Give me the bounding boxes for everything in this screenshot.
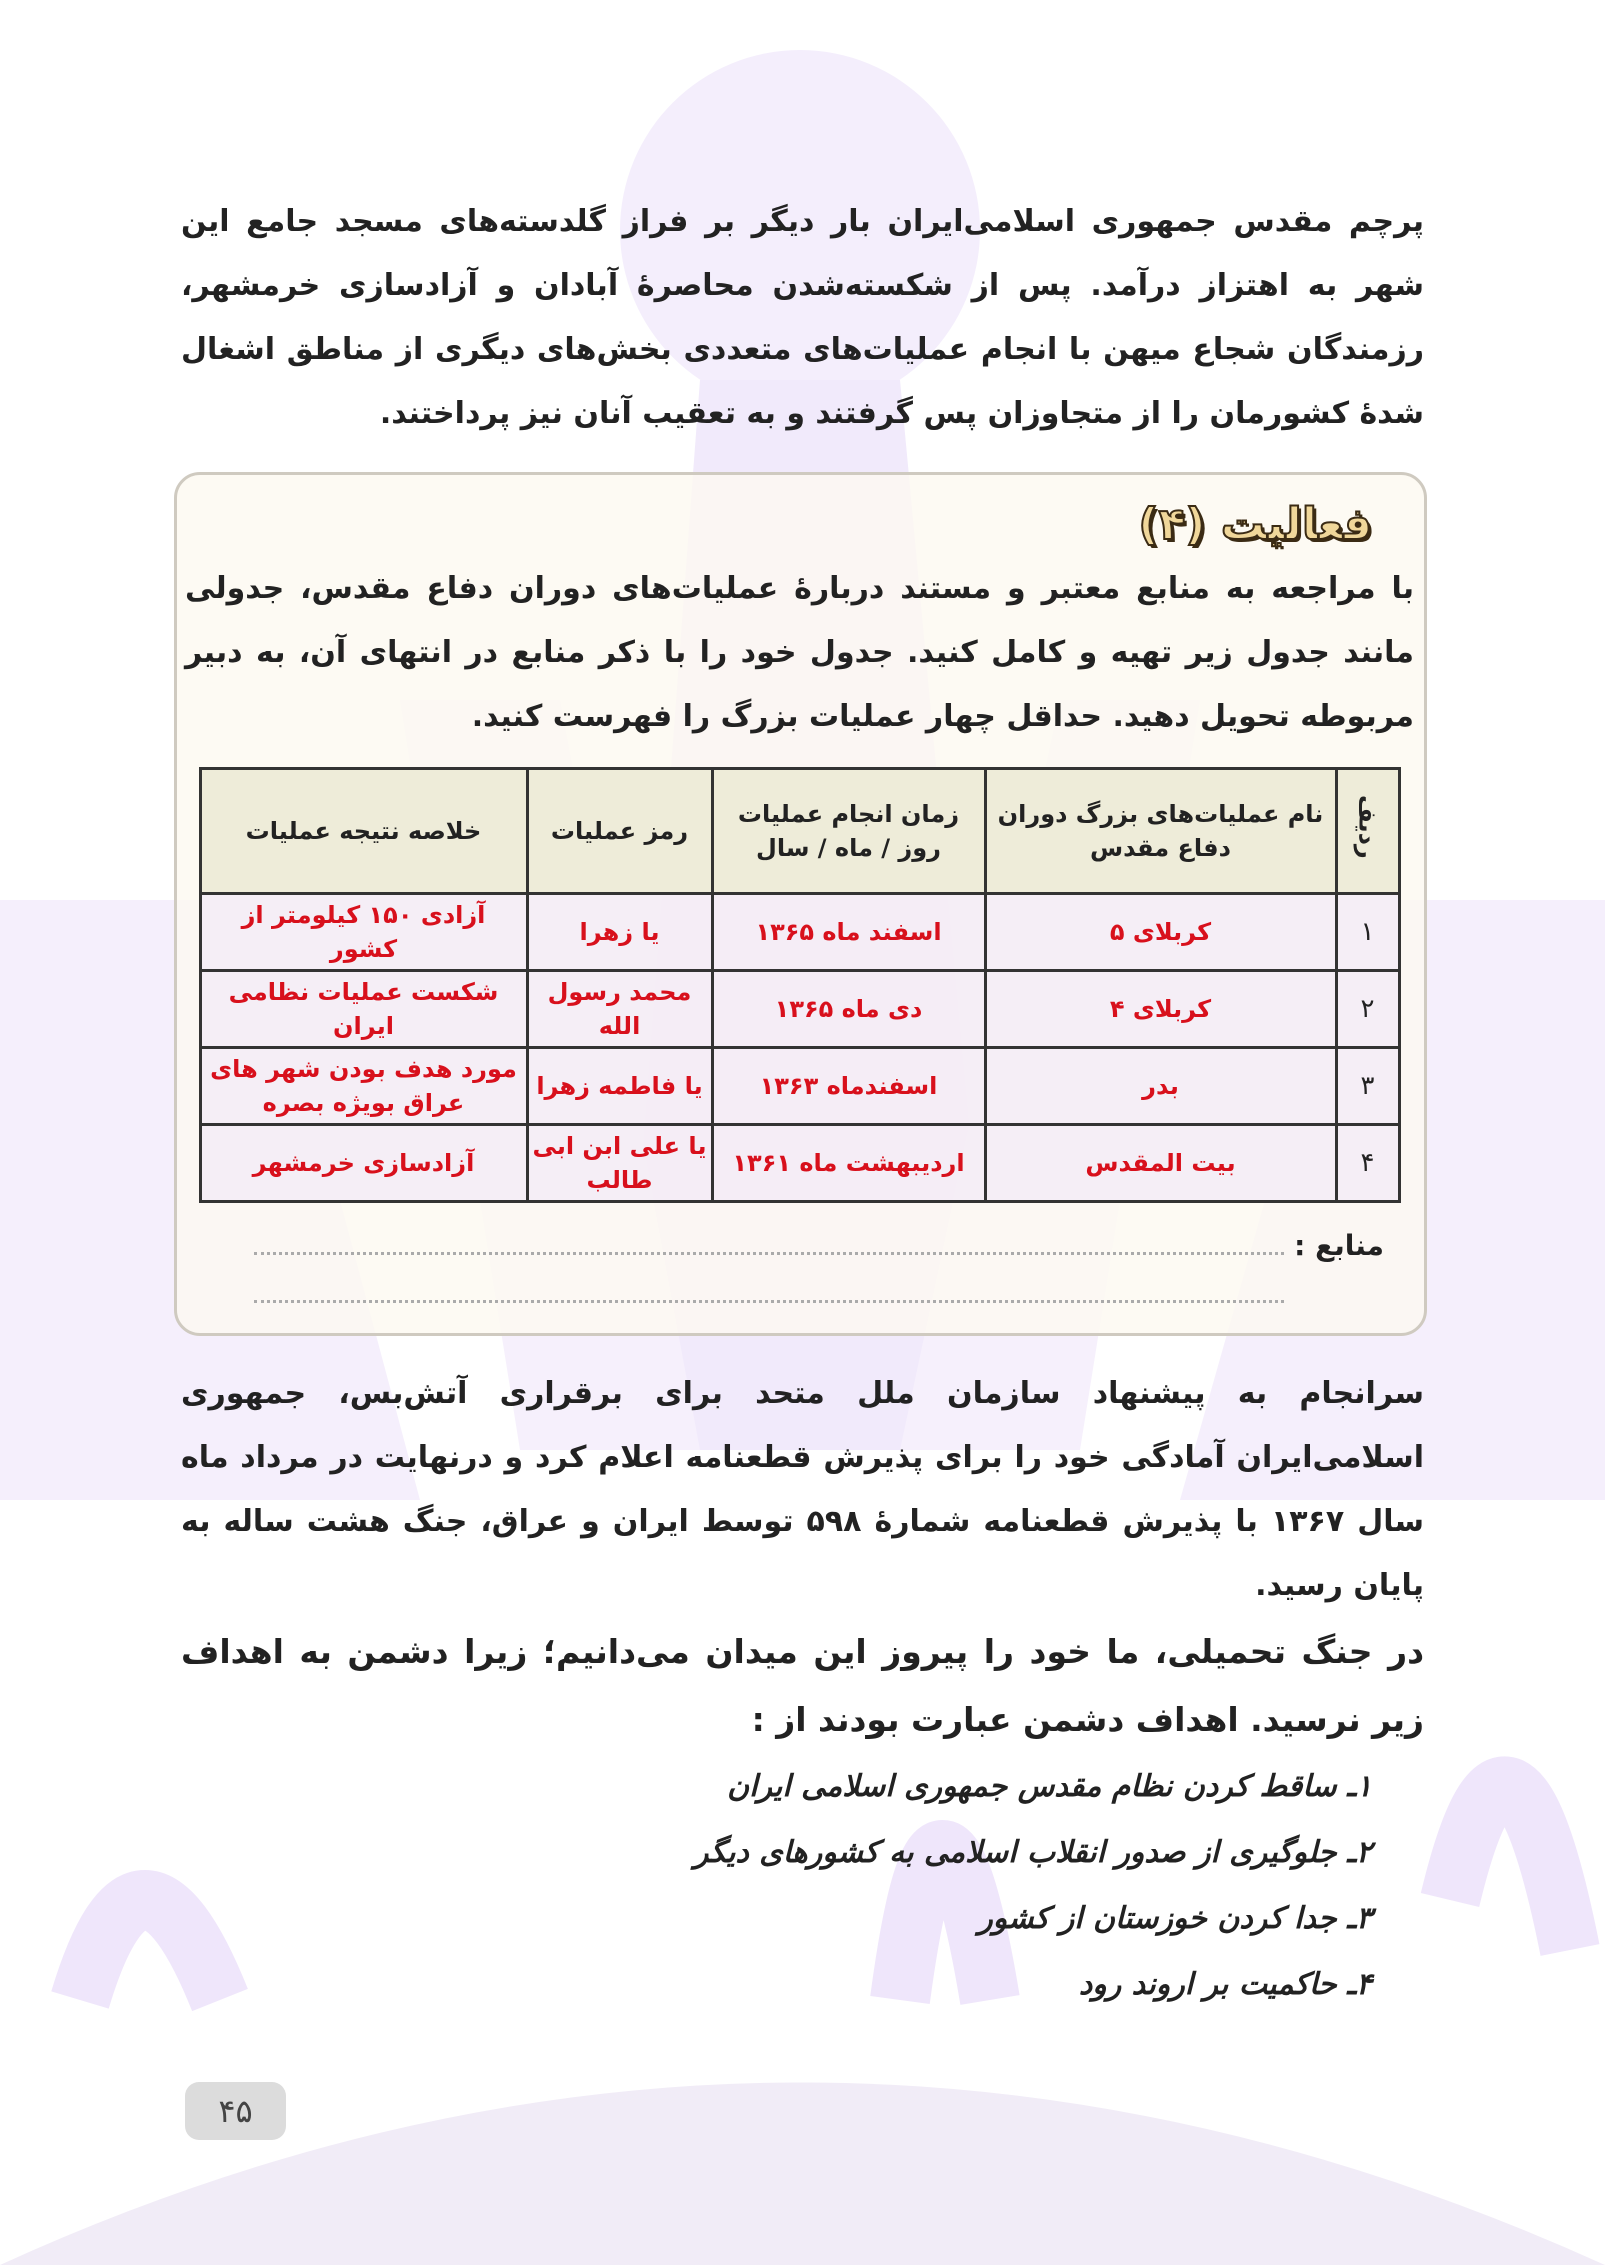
sources-dotted-line-2 bbox=[254, 1300, 1284, 1303]
intro-paragraph: پرچم مقدس جمهوری اسلامی‌ایران بار دیگر بر فراز گلدسته‌های مسجد جامع این شهر به اهتزاز درآمد. پس از شکسته‌شدن محاصرۀ آبادان و آزادسازی خرمشهر، رزمندگان شجاع میهن با انجام عملیات‌های متعددی بخش‌های دیگری از مناطق اشغال شدۀ کشورمان را از متجاوزان پس گرفتند و به تعقیب آنان نیز پرداختند. bbox=[181, 204, 1424, 431]
row-number: ۴ bbox=[1336, 1125, 1399, 1202]
operation-result: شکست عملیات نظامی ایران bbox=[200, 971, 527, 1048]
operation-name: بیت المقدس bbox=[985, 1125, 1336, 1202]
list-item: ۱ـ ساقط کردن نظام مقدس جمهوری اسلامی ایران bbox=[727, 1769, 1372, 1804]
operation-code: یا زهرا bbox=[527, 894, 712, 971]
table-header-row bbox=[200, 769, 1399, 894]
operation-date: اردیبهشت ماه ۱۳۶۱ bbox=[712, 1125, 985, 1202]
sources-field bbox=[185, 1229, 1384, 1262]
sources-dotted-line bbox=[254, 1232, 1284, 1255]
operation-result: آزادسازی خرمشهر bbox=[200, 1125, 527, 1202]
operation-code: یا فاطمه زهرا bbox=[527, 1048, 712, 1125]
operations-table bbox=[199, 767, 1401, 1203]
table-row bbox=[200, 894, 1399, 971]
enemy-goals-intro: در جنگ تحمیلی، ما خود را پیروز این میدان می‌دانیم؛ زیرا دشمن به اهداف زیر نرسید. اهداف دشمن عبارت بودند از : bbox=[181, 1632, 1424, 1739]
operation-code: یا علی ابن ابی طالب bbox=[527, 1125, 712, 1202]
operation-name: کربلای ۵ bbox=[985, 894, 1336, 971]
operation-result: آزادی ۱۵۰ کیلومتر از کشور bbox=[200, 894, 527, 971]
header-operation-name: نام عملیات‌های بزرگ دوران دفاع مقدس bbox=[985, 769, 1336, 894]
table-row bbox=[200, 1048, 1399, 1125]
row-number: ۲ bbox=[1336, 971, 1399, 1048]
page-content bbox=[181, 190, 1424, 2018]
header-row-number: ردیف bbox=[1353, 794, 1382, 859]
list-item: ۲ـ جلوگیری از صدور انقلاب اسلامی به کشورهای دیگر bbox=[693, 1835, 1372, 1870]
header-operation-code: رمز عملیات bbox=[527, 769, 712, 894]
table-row bbox=[200, 971, 1399, 1048]
operation-name: کربلای ۴ bbox=[985, 971, 1336, 1048]
operation-result: مورد هدف بودن شهر های عراق بویژه بصره bbox=[200, 1048, 527, 1125]
ceasefire-paragraph: سرانجام به پیشنهاد سازمان ملل متحد برای برقراری آتش‌بس، جمهوری اسلامی‌ایران آمادگی خود را برای پذیرش قطعنامه اعلام کرد و درنهایت در مرداد ماه سال ۱۳۶۷ با پذیرش قطعنامه شمارۀ ۵۹۸ توسط ایران و عراق، جنگ هشت ساله به پایان رسید. bbox=[181, 1376, 1424, 1603]
table-row bbox=[200, 1125, 1399, 1202]
operation-date: اسفندماه ۱۳۶۳ bbox=[712, 1048, 985, 1125]
header-operation-result: خلاصه نتیجه عملیات bbox=[200, 769, 527, 894]
operation-date: اسفند ماه ۱۳۶۵ bbox=[712, 894, 985, 971]
operation-date: دی ماه ۱۳۶۵ bbox=[712, 971, 985, 1048]
operation-code: محمد رسول الله bbox=[527, 971, 712, 1048]
enemy-goals-list bbox=[181, 1754, 1424, 2018]
header-operation-date: زمان انجام عملیات روز / ماه / سال bbox=[712, 769, 985, 894]
row-number: ۳ bbox=[1336, 1048, 1399, 1125]
operation-name: بدر bbox=[985, 1048, 1336, 1125]
sources-label: منابع : bbox=[1294, 1229, 1384, 1262]
list-item: ۳ـ جدا کردن خوزستان از کشور bbox=[978, 1901, 1372, 1936]
activity-title: فعالیت (۴) bbox=[1138, 499, 1372, 550]
activity-box bbox=[174, 472, 1427, 1336]
activity-instructions: با مراجعه به منابع معتبر و مستند دربارۀ عملیات‌های دوران دفاع مقدس، جدولی مانند جدول زیر تهیه و کامل کنید. جدول خود را با ذکر منابع در انتهای آن، به دبیر مربوطه تحویل دهید. حداقل چهار عملیات بزرگ را فهرست کنید. bbox=[185, 571, 1414, 734]
row-number: ۱ bbox=[1336, 894, 1399, 971]
list-item: ۴ـ حاکمیت بر اروند رود bbox=[1078, 1967, 1372, 2002]
page-number: ۴۵ bbox=[185, 2082, 286, 2140]
